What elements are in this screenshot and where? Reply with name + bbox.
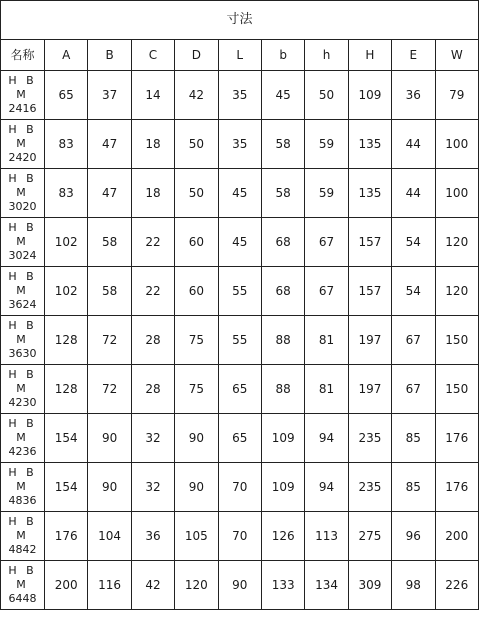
model-name-cell [1, 414, 45, 463]
cell-b: 58 [88, 218, 131, 267]
cell-w: 226 [435, 561, 478, 610]
cell-e: 54 [392, 218, 435, 267]
header-d: D [175, 40, 218, 71]
table-row [1, 463, 479, 512]
header-c: C [131, 40, 174, 71]
model-name-cell [1, 463, 45, 512]
header-b: B [88, 40, 131, 71]
cell-d: 42 [175, 71, 218, 120]
cell-h: 235 [348, 463, 391, 512]
cell-h-lower: 113 [305, 512, 348, 561]
cell-l: 55 [218, 267, 261, 316]
header-h: H [348, 40, 391, 71]
cell-w: 79 [435, 71, 478, 120]
table-row [1, 169, 479, 218]
cell-e: 36 [392, 71, 435, 120]
model-size: 4230 [8, 395, 37, 409]
cell-w: 150 [435, 365, 478, 414]
cell-e: 67 [392, 365, 435, 414]
cell-d: 90 [175, 463, 218, 512]
cell-b-lower: 109 [261, 414, 304, 463]
cell-a: 176 [45, 512, 88, 561]
cell-d: 105 [175, 512, 218, 561]
header-w: W [435, 40, 478, 71]
model-prefix: H B M [8, 172, 37, 200]
model-size: 4842 [8, 542, 37, 556]
table-row [1, 561, 479, 610]
cell-h: 197 [348, 365, 391, 414]
cell-h: 135 [348, 169, 391, 218]
cell-l: 45 [218, 169, 261, 218]
cell-h-lower: 67 [305, 267, 348, 316]
table-row [1, 365, 479, 414]
header-e: E [392, 40, 435, 71]
cell-a: 128 [45, 365, 88, 414]
cell-l: 70 [218, 463, 261, 512]
model-prefix: H B M [8, 368, 37, 396]
model-name-cell [1, 561, 45, 610]
cell-b-lower: 58 [261, 169, 304, 218]
cell-a: 83 [45, 169, 88, 218]
cell-w: 150 [435, 316, 478, 365]
model-prefix: H B M [8, 417, 37, 445]
cell-l: 65 [218, 365, 261, 414]
cell-c: 22 [131, 267, 174, 316]
cell-w: 120 [435, 218, 478, 267]
cell-h-lower: 81 [305, 365, 348, 414]
model-prefix: H B M [8, 221, 37, 249]
title-row [1, 1, 479, 40]
cell-c: 18 [131, 169, 174, 218]
model-prefix: H B M [8, 319, 37, 347]
cell-b-lower: 126 [261, 512, 304, 561]
model-size: 4836 [8, 493, 37, 507]
cell-h-lower: 81 [305, 316, 348, 365]
cell-b-lower: 68 [261, 267, 304, 316]
cell-e: 85 [392, 463, 435, 512]
header-b-lower: b [261, 40, 304, 71]
model-size: 4236 [8, 444, 37, 458]
model-name-cell [1, 267, 45, 316]
model-name-cell [1, 218, 45, 267]
cell-b-lower: 88 [261, 365, 304, 414]
cell-c: 14 [131, 71, 174, 120]
cell-l: 90 [218, 561, 261, 610]
cell-d: 50 [175, 120, 218, 169]
model-name-cell [1, 71, 45, 120]
cell-b-lower: 45 [261, 71, 304, 120]
cell-a: 102 [45, 218, 88, 267]
cell-b: 116 [88, 561, 131, 610]
cell-e: 44 [392, 169, 435, 218]
cell-c: 28 [131, 365, 174, 414]
cell-w: 120 [435, 267, 478, 316]
cell-d: 90 [175, 414, 218, 463]
table-body [1, 71, 479, 610]
model-prefix: H B M [8, 466, 37, 494]
cell-h-lower: 134 [305, 561, 348, 610]
cell-d: 75 [175, 365, 218, 414]
cell-d: 60 [175, 218, 218, 267]
header-name: 名称 [1, 40, 45, 71]
cell-l: 35 [218, 120, 261, 169]
cell-e: 98 [392, 561, 435, 610]
cell-h-lower: 59 [305, 120, 348, 169]
cell-c: 42 [131, 561, 174, 610]
cell-w: 100 [435, 169, 478, 218]
cell-h-lower: 94 [305, 414, 348, 463]
table-row [1, 218, 479, 267]
cell-h: 157 [348, 267, 391, 316]
table-row [1, 267, 479, 316]
cell-d: 60 [175, 267, 218, 316]
cell-b: 58 [88, 267, 131, 316]
header-row [1, 40, 479, 71]
table-title: 寸法 [1, 1, 479, 40]
header-l: L [218, 40, 261, 71]
cell-c: 32 [131, 463, 174, 512]
cell-b: 47 [88, 169, 131, 218]
cell-h: 235 [348, 414, 391, 463]
cell-b: 90 [88, 414, 131, 463]
cell-b: 72 [88, 365, 131, 414]
cell-h-lower: 67 [305, 218, 348, 267]
cell-b: 104 [88, 512, 131, 561]
cell-h-lower: 59 [305, 169, 348, 218]
cell-a: 102 [45, 267, 88, 316]
cell-b-lower: 109 [261, 463, 304, 512]
cell-d: 120 [175, 561, 218, 610]
model-name-cell [1, 512, 45, 561]
cell-l: 70 [218, 512, 261, 561]
table-row [1, 71, 479, 120]
cell-l: 65 [218, 414, 261, 463]
cell-b-lower: 133 [261, 561, 304, 610]
cell-h: 157 [348, 218, 391, 267]
cell-c: 32 [131, 414, 174, 463]
cell-l: 55 [218, 316, 261, 365]
model-prefix: H B M [8, 270, 37, 298]
cell-d: 75 [175, 316, 218, 365]
cell-w: 100 [435, 120, 478, 169]
header-h-lower: h [305, 40, 348, 71]
cell-b: 72 [88, 316, 131, 365]
model-size: 3024 [8, 248, 37, 262]
cell-a: 65 [45, 71, 88, 120]
cell-h: 135 [348, 120, 391, 169]
cell-w: 176 [435, 463, 478, 512]
cell-a: 154 [45, 463, 88, 512]
cell-w: 200 [435, 512, 478, 561]
table-row [1, 120, 479, 169]
cell-l: 45 [218, 218, 261, 267]
cell-b-lower: 58 [261, 120, 304, 169]
cell-e: 54 [392, 267, 435, 316]
cell-h: 275 [348, 512, 391, 561]
model-prefix: H B M [8, 564, 37, 592]
cell-e: 85 [392, 414, 435, 463]
model-name-cell [1, 169, 45, 218]
cell-e: 44 [392, 120, 435, 169]
cell-h: 109 [348, 71, 391, 120]
cell-e: 96 [392, 512, 435, 561]
model-size: 3630 [8, 346, 37, 360]
cell-b: 47 [88, 120, 131, 169]
model-size: 2420 [8, 150, 37, 164]
cell-l: 35 [218, 71, 261, 120]
cell-c: 22 [131, 218, 174, 267]
cell-b: 37 [88, 71, 131, 120]
cell-b: 90 [88, 463, 131, 512]
model-name-cell [1, 120, 45, 169]
cell-a: 154 [45, 414, 88, 463]
cell-c: 28 [131, 316, 174, 365]
cell-c: 18 [131, 120, 174, 169]
model-size: 2416 [8, 101, 37, 115]
table-row [1, 512, 479, 561]
cell-d: 50 [175, 169, 218, 218]
model-size: 3624 [8, 297, 37, 311]
model-prefix: H B M [8, 123, 37, 151]
model-prefix: H B M [8, 74, 37, 102]
cell-h-lower: 94 [305, 463, 348, 512]
cell-a: 83 [45, 120, 88, 169]
cell-c: 36 [131, 512, 174, 561]
model-size: 6448 [8, 591, 37, 605]
model-name-cell [1, 316, 45, 365]
cell-b-lower: 68 [261, 218, 304, 267]
cell-h: 197 [348, 316, 391, 365]
cell-b-lower: 88 [261, 316, 304, 365]
cell-h-lower: 50 [305, 71, 348, 120]
table-row [1, 414, 479, 463]
table-row [1, 316, 479, 365]
cell-a: 128 [45, 316, 88, 365]
cell-a: 200 [45, 561, 88, 610]
model-size: 3020 [8, 199, 37, 213]
header-a: A [45, 40, 88, 71]
model-name-cell [1, 365, 45, 414]
model-prefix: H B M [8, 515, 37, 543]
cell-h: 309 [348, 561, 391, 610]
cell-e: 67 [392, 316, 435, 365]
cell-w: 176 [435, 414, 478, 463]
